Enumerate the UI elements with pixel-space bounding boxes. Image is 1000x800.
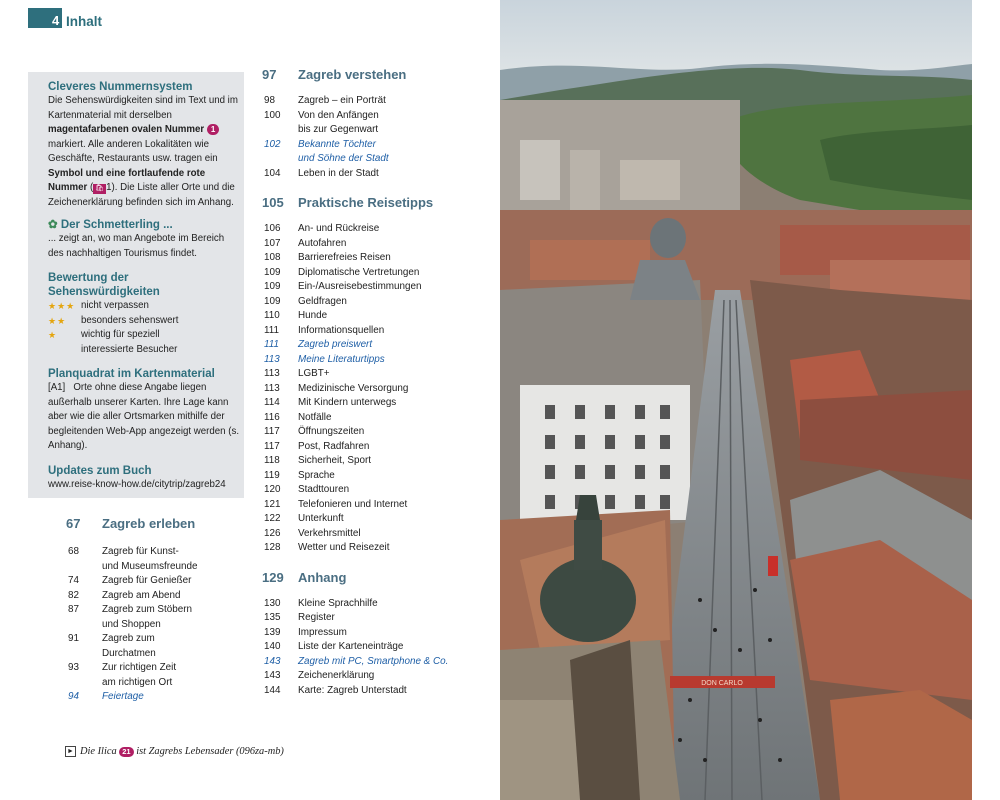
toc-entry-title: Telefonieren und Internet [298, 498, 408, 510]
toc-entry-title: Kleine Sprachhilfe [298, 597, 378, 609]
toc-page-number: 143 [264, 670, 281, 681]
toc-entry[interactable] [262, 684, 487, 699]
toc-page-number: 111 [264, 324, 280, 336]
toc-page-number: 113 [264, 353, 280, 365]
toc-page-number: 130 [264, 597, 281, 609]
toc-page-number [66, 647, 102, 662]
toc-section [262, 67, 487, 181]
rating-heading-1: Bewertung der [48, 272, 129, 284]
toc-entry-title: An- und Rückreise [298, 223, 380, 234]
toc-entry[interactable] [262, 655, 487, 670]
numbering-text-1: Die Sehenswürdigkeiten sind im Text und im Kartenmaterial mit derselben [48, 95, 238, 121]
numbering-text-2: markiert. Alle anderen Lokalitäten wie Geschäfte, Restaurants usw. tragen ein [48, 138, 218, 164]
toc-entry-title: Bekannte Töchter [298, 138, 376, 150]
toc-entry-title: Informationsquellen [298, 324, 385, 336]
toc-page-number: 94 [68, 691, 79, 702]
toc-section-title: Zagreb verstehen [298, 67, 407, 82]
toc-entry-title: Autofahren [298, 237, 347, 249]
toc-left [66, 516, 246, 705]
toc-entry[interactable] [262, 353, 487, 368]
toc-entry-title: Zagreb am Abend [102, 589, 181, 601]
toc-entry-title: Zagreb zum Stöbern [102, 604, 193, 615]
rating-list [48, 299, 240, 357]
toc-entry-title: Zur richtigen Zeit [102, 662, 177, 673]
toc-entry-title: Zagreb preiswert [298, 339, 373, 350]
toc-entry[interactable] [262, 597, 487, 612]
toc-entry[interactable] [66, 618, 246, 633]
toc-page-number: 144 [264, 684, 281, 696]
rating-row [48, 328, 240, 343]
rating-row [48, 314, 240, 329]
toc-entry[interactable] [262, 483, 487, 498]
butterfly-icon: ✿ [48, 219, 58, 231]
toc-entry[interactable] [66, 589, 246, 604]
rating-row [48, 299, 240, 314]
toc-entry-title: und Söhne der Stadt [298, 153, 389, 164]
updates-url[interactable]: www.reise-know-how.de/citytrip/zagreb24 [48, 478, 226, 490]
toc-page-number: 107 [264, 237, 281, 249]
toc-entry[interactable] [66, 661, 246, 676]
toc-section [262, 570, 487, 699]
rating-stars-icon: ★ [48, 330, 58, 340]
toc-page-number: 106 [264, 223, 281, 234]
toc-entry[interactable] [262, 237, 487, 252]
toc-page-number: 91 [68, 633, 79, 644]
numbering-heading: Cleveres Nummernsystem [48, 81, 193, 93]
grid-text [48, 381, 240, 454]
toc-entry[interactable] [262, 94, 487, 109]
toc-entry-title: Hunde [298, 310, 328, 321]
toc-page-number: 122 [264, 513, 281, 524]
toc-entry[interactable] [262, 498, 487, 513]
caption-prefix: Die Ilica [80, 746, 120, 757]
toc-entry[interactable] [262, 469, 487, 484]
toc-entry[interactable] [262, 295, 487, 310]
numbering-bold-1: magentafarbenen ovalen Nummer [48, 124, 205, 135]
toc-entry[interactable] [66, 690, 246, 705]
toc-entry-title: Von den Anfängen [298, 109, 379, 121]
rating-stars-icon: ★★★ [48, 301, 76, 311]
toc-entry-title: LGBT+ [298, 368, 330, 379]
toc-page-number: 135 [264, 612, 281, 623]
toc-page-number: 111 [264, 339, 280, 350]
shop-symbol-icon: 🛍 [95, 185, 105, 192]
toc-page-number: 109 [264, 281, 281, 292]
toc-entry-title: Öffnungszeiten [298, 426, 365, 437]
banner-text: DON CARLO [701, 680, 743, 687]
toc-entry-title: Meine Literaturtipps [298, 353, 385, 365]
toc-entry[interactable] [262, 109, 487, 124]
rating-row [48, 343, 240, 358]
toc-page-number [262, 123, 298, 138]
toc-entry-title: Karte: Zagreb Unterstadt [298, 684, 407, 696]
butterfly-text: ... zeigt an, wo man Angebote im Bereich des nachhaltigen Tourismus findet. [48, 233, 225, 259]
toc-page-number: 143 [264, 655, 281, 667]
toc-page-number: 121 [264, 498, 281, 510]
toc-entry-title: Sprache [298, 469, 335, 481]
toc-entry-title: Impressum [298, 626, 347, 638]
toc-entry[interactable] [66, 545, 246, 560]
toc-entry[interactable] [262, 266, 487, 281]
caption-pill: 21 [119, 747, 133, 757]
toc-entry[interactable] [262, 251, 487, 266]
toc-entry[interactable] [262, 527, 487, 542]
toc-page-number: 100 [264, 109, 281, 121]
toc-entry-title: Ein-/Ausreisebestimmungen [298, 281, 422, 292]
rating-label: besonders sehenswert [81, 314, 179, 326]
toc-entry-title: Wetter und Reisezeit [298, 542, 390, 553]
toc-entry[interactable] [262, 367, 487, 382]
toc-page-number: 82 [68, 589, 79, 601]
toc-page-number [66, 618, 102, 633]
toc-entry-title: Leben in der Stadt [298, 167, 379, 179]
toc-entry-title: Feiertage [102, 691, 144, 702]
toc-page-number: 113 [264, 382, 280, 394]
toc-entry[interactable] [262, 280, 487, 295]
toc-right [262, 67, 487, 698]
photo-caption [65, 746, 284, 757]
toc-entry[interactable] [66, 647, 246, 662]
toc-entry-title: am richtigen Ort [102, 676, 173, 688]
toc-section-number: 129 [262, 569, 284, 585]
arrow-right-icon: ► [65, 746, 76, 757]
toc-entry[interactable] [262, 167, 487, 182]
toc-left-entries [66, 545, 246, 705]
toc-page-number: 117 [264, 426, 280, 437]
toc-entry[interactable] [262, 611, 487, 626]
toc-entry-title: und Shoppen [102, 618, 161, 630]
toc-entry-title: Durchatmen [102, 647, 156, 659]
updates-heading: Updates zum Buch [48, 464, 152, 477]
ilica-street-photo [500, 0, 972, 800]
butterfly-heading [48, 218, 240, 232]
toc-entry[interactable] [262, 512, 487, 527]
numbering-bold-2: Symbol und eine fortlaufende rote Nummer [48, 167, 206, 193]
toc-entry-title: Zagreb mit PC, Smartphone & Co. [298, 655, 449, 667]
toc-page-number: 87 [68, 604, 79, 615]
toc-page-number: 114 [264, 397, 280, 408]
toc-section-number: 105 [262, 195, 284, 210]
toc-entry[interactable] [262, 440, 487, 455]
toc-entry[interactable] [66, 574, 246, 589]
toc-entry-title: Medizinische Versorgung [298, 382, 409, 394]
toc-entry[interactable] [66, 603, 246, 618]
numbering-text: Die Sehenswürdigkeiten sind im Text und im Kartenmaterial mit derselben magentafarbenen ovalen Nummer 1 markiert. Alle anderen Lokalitäten wie Geschäfte, Restaurants usw. tragen ein Symbol und eine fortlaufende rote Nummer ( 🛍 1). Die Liste aller Orte und die Zeichenerklärung befinden sich im Anhang. [48, 95, 238, 208]
toc-page-number: 139 [264, 626, 281, 638]
toc-entry[interactable] [262, 222, 487, 237]
rating-label: wichtig für speziell [81, 329, 160, 340]
toc-page-number [66, 676, 102, 691]
toc-page-number: 119 [264, 469, 280, 481]
toc-entry-title: Notfälle [298, 411, 332, 423]
toc-page-number: 74 [68, 575, 79, 586]
toc-page-number: 120 [264, 484, 281, 495]
toc-page-number: 128 [264, 542, 281, 553]
toc-entry[interactable] [262, 338, 487, 353]
section-title: Inhalt [66, 14, 102, 29]
toc-page-number: 117 [264, 440, 280, 452]
toc-entry-title: Verkehrsmittel [298, 527, 361, 539]
number-pill: 1 [207, 124, 219, 135]
toc-page-number [66, 560, 102, 575]
toc-entry-title: Zagreb für Genießer [102, 575, 192, 586]
numbering-text-3: ). Die Liste aller Orte und die Zeichenerklärung befinden sich im Anhang. [48, 182, 235, 208]
toc-page-number: 118 [264, 455, 280, 466]
page-number: 4 [52, 13, 60, 28]
toc-page-number: 113 [264, 368, 280, 379]
toc-entry-title: Unterkunft [298, 513, 344, 524]
toc-section-number: 67 [66, 516, 81, 531]
toc-entry[interactable] [262, 123, 487, 138]
toc-entry-title: Register [298, 612, 335, 623]
toc-page-number: 108 [264, 252, 281, 263]
toc-entry[interactable] [262, 640, 487, 655]
toc-entry-title: Mit Kindern unterwegs [298, 397, 397, 408]
toc-section-number: 97 [262, 67, 277, 82]
shop-symbol-number: 1 [106, 182, 112, 193]
rating-label: nicht verpassen [81, 300, 149, 311]
toc-section-title: Zagreb erleben [102, 516, 196, 531]
toc-page-number: 116 [264, 411, 280, 423]
toc-entry-title: Stadttouren [298, 484, 350, 495]
toc-page-number: 68 [68, 546, 79, 557]
toc-page-number: 126 [264, 527, 281, 539]
toc-entry-title: Zagreb – ein Porträt [298, 95, 386, 106]
toc-entry-title: Sicherheit, Sport [298, 455, 372, 466]
toc-entry[interactable] [262, 382, 487, 397]
toc-entry[interactable] [66, 676, 246, 691]
toc-entry[interactable] [262, 309, 487, 324]
toc-section-heading[interactable] [262, 67, 487, 82]
toc-entry-title: Barrierefreies Reisen [298, 252, 391, 263]
info-box-content [48, 80, 240, 492]
toc-section [262, 195, 487, 556]
toc-section-heading [66, 516, 246, 531]
grid-text-body: Orte ohne diese Angabe liegen außerhalb unserer Karten. Ihre Lage kann aber wie die aller Ortsmarken mithilfe der begleitenden Web-App angezeigt werden (s. Anhang). [48, 382, 240, 451]
toc-entry-title: und Museumsfreunde [102, 560, 198, 572]
toc-entry[interactable] [262, 626, 487, 641]
toc-entry[interactable] [66, 632, 246, 647]
caption-suffix: ist Zagrebs Lebensader (096za-mb) [133, 746, 284, 757]
grid-code: [A1] [48, 382, 66, 393]
toc-entry-title: Liste der Karteneinträge [298, 641, 404, 652]
butterfly-heading-text: Der Schmetterling ... [60, 219, 173, 231]
grid-heading: Planquadrat im Kartenmaterial [48, 368, 215, 380]
toc-entry-title: Post, Radfahren [298, 440, 370, 452]
toc-section-title: Anhang [298, 569, 347, 585]
toc-entry-title: Zagreb zum [102, 633, 155, 644]
toc-entry[interactable] [262, 411, 487, 426]
toc-entry[interactable] [66, 560, 246, 575]
toc-page-number: 93 [68, 662, 79, 673]
toc-page-number: 104 [264, 167, 281, 179]
toc-entry[interactable] [262, 541, 487, 556]
toc-entry-title: Geldfragen [298, 295, 347, 307]
toc-entry[interactable] [262, 152, 487, 167]
toc-page-number: 110 [264, 310, 280, 321]
toc-entry[interactable] [262, 396, 487, 411]
rating-heading-2: Sehenswürdigkeiten [48, 286, 160, 298]
toc-entry-title: Diplomatische Vertretungen [298, 266, 420, 278]
toc-entry[interactable] [262, 454, 487, 469]
toc-entry[interactable] [262, 138, 487, 153]
rating-label: interessierte Besucher [81, 343, 178, 355]
toc-section-heading[interactable] [262, 570, 487, 585]
toc-entry-title: bis zur Gegenwart [298, 124, 379, 135]
toc-page-number: 109 [264, 266, 281, 278]
toc-entry-title: Zagreb für Kunst- [102, 546, 179, 557]
toc-page-number: 109 [264, 295, 281, 307]
toc-section-heading[interactable] [262, 195, 487, 210]
toc-entry[interactable] [262, 669, 487, 684]
toc-page-number: 140 [264, 641, 281, 652]
toc-entry-title: Zeichenerklärung [298, 670, 375, 681]
toc-section-title: Praktische Reisetipps [298, 195, 434, 210]
toc-page-number [262, 152, 298, 167]
toc-page-number: 102 [264, 138, 281, 150]
toc-entry[interactable] [262, 324, 487, 339]
rating-stars-icon: ★★ [48, 315, 67, 326]
rating-stars-icon [48, 343, 81, 358]
toc-page-number: 98 [264, 95, 275, 106]
toc-entry[interactable] [262, 425, 487, 440]
